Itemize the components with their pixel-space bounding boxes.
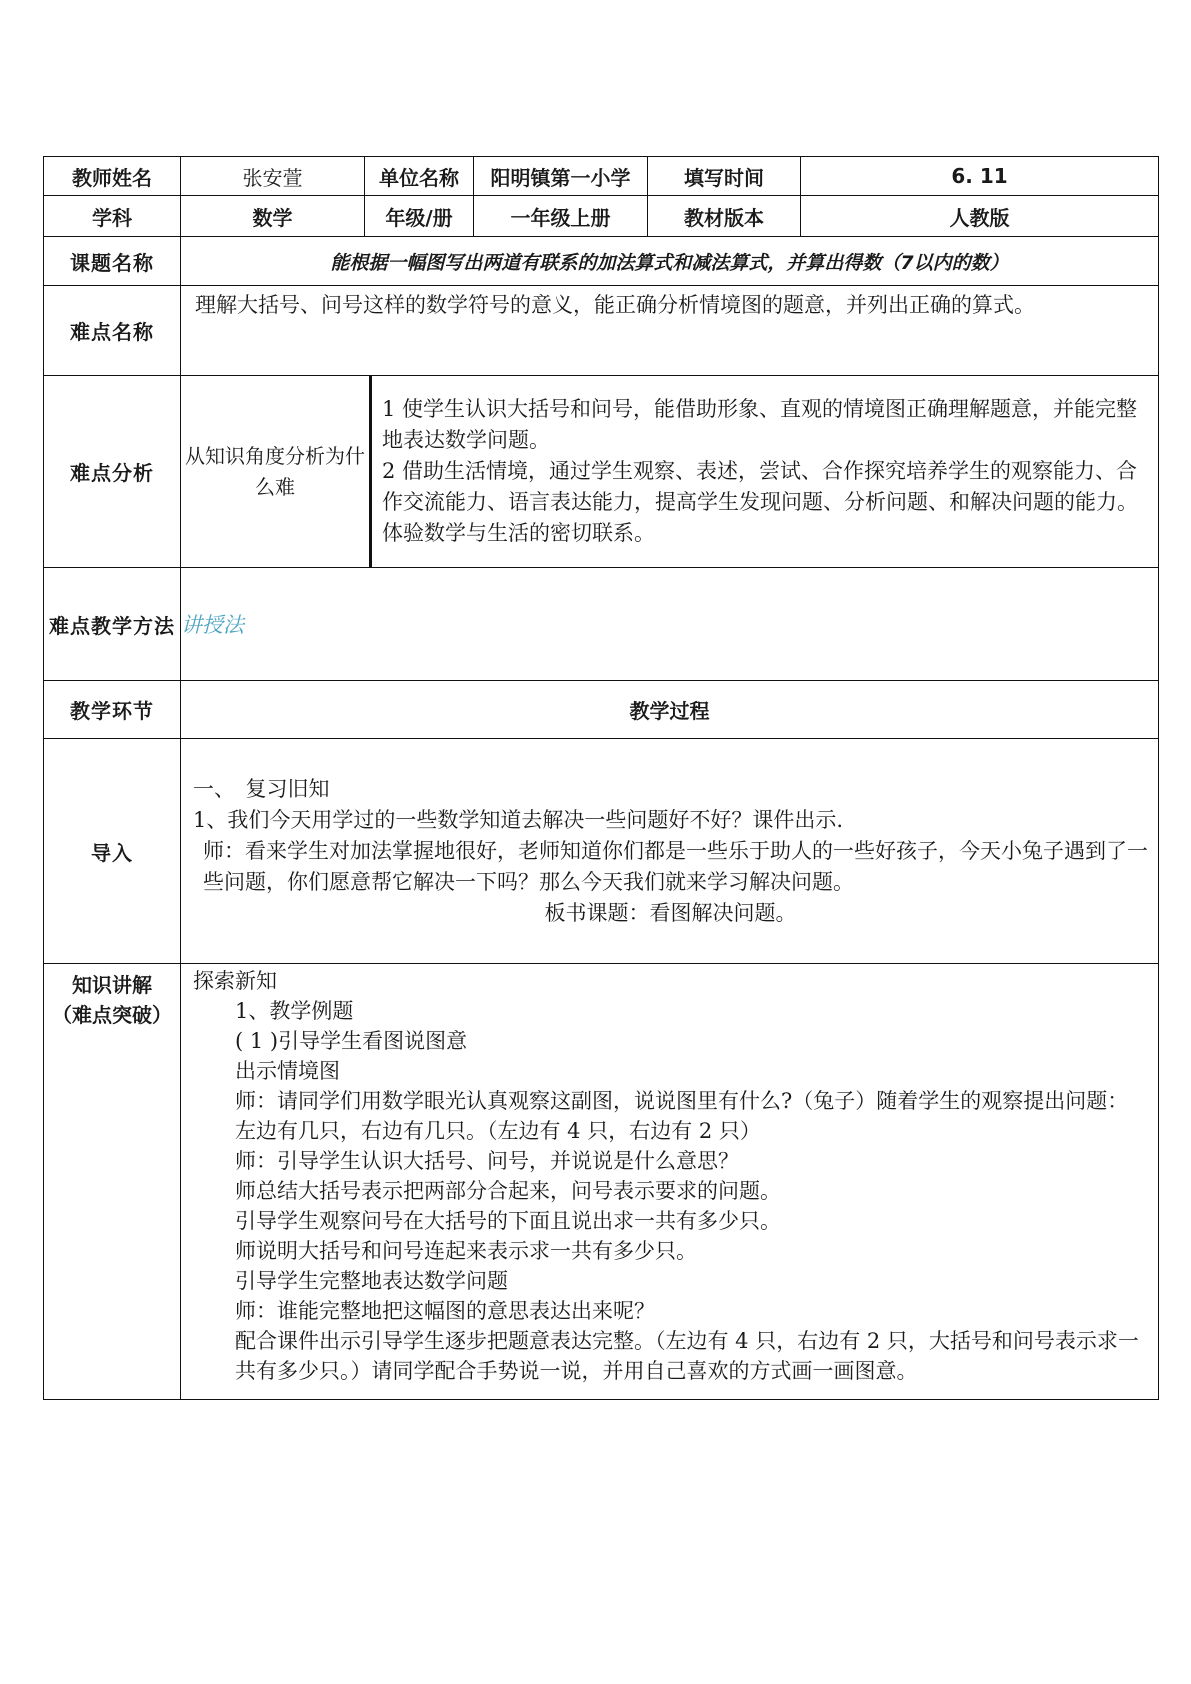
topic-value: 能根据一幅图写出两道有联系的加法算式和减法算式，并算出得数（7以内的数） — [181, 237, 1159, 286]
subject-label: 学科 — [44, 196, 181, 237]
process-left-header: 教学环节 — [44, 681, 181, 739]
intro-line-3: 师：看来学生对加法掌握地很好，老师知道你们都是一些乐于助人的一些好孩子，今天小兔子遇到了一些问题，你们愿意帮它解决一下吗？那么今天我们就来学习解决问题。 — [203, 838, 1148, 894]
lesson-plan-table — [43, 156, 1159, 1400]
process-header-row — [44, 681, 1159, 739]
analysis-label: 难点分析 — [44, 376, 181, 568]
grade-value: 一年级上册 — [474, 196, 648, 237]
knowledge-line-5: 师：请同学们用数学眼光认真观察这副图，说说图里有什么?（兔子）随着学生的观察提出问题：左边有几只，右边有几只。（左边有 4 只，右边有 2 只） — [235, 1089, 1129, 1143]
intro-line-4: 板书课题：看图解决问题。 — [544, 900, 797, 925]
grade-label: 年级/册 — [365, 196, 474, 237]
analysis-point-2: 2 借助生活情境，通过学生观察、表述，尝试、合作探究培养学生的观察能力、合作交流能力、语言表达能力，提高学生发现问题、分析问题、和解决问题的能力。体验数学与生活的密切联系。 — [382, 459, 1138, 545]
knowledge-label-line1: 知识讲解 — [72, 973, 152, 997]
knowledge-line-4: 出示情境图 — [235, 1059, 340, 1083]
date-label: 填写时间 — [648, 157, 801, 196]
analysis-row — [44, 376, 1159, 568]
difficulty-text: 理解大括号、问号这样的数学符号的意义，能正确分析情境图的题意，并列出正确的算式。 — [181, 286, 1159, 376]
teacher-value: 张安萱 — [181, 157, 365, 196]
unit-value: 阳明镇第一小学 — [474, 157, 648, 196]
analysis-sub-label: 从知识角度分析为什么难 — [181, 376, 371, 568]
knowledge-line-1: 探索新知 — [193, 969, 277, 993]
knowledge-line-11: 师：谁能完整地把这幅图的意思表达出来呢？ — [235, 1299, 655, 1323]
method-row — [44, 568, 1159, 681]
knowledge-label — [44, 964, 181, 1400]
knowledge-line-7: 师总结大括号表示把两部分合起来，问号表示要求的问题。 — [235, 1179, 781, 1203]
unit-label: 单位名称 — [365, 157, 474, 196]
knowledge-row — [44, 964, 1159, 1400]
edition-label: 教材版本 — [648, 196, 801, 237]
method-value: 讲授法 — [181, 568, 1159, 681]
method-label: 难点教学方法 — [44, 568, 181, 681]
knowledge-line-2: 1、教学例题 — [235, 999, 354, 1023]
knowledge-label-line2: （难点突破） — [52, 1003, 172, 1027]
knowledge-content — [181, 964, 1159, 1400]
analysis-point-1: 1 使学生认识大括号和问号，能借助形象、直观的情境图正确理解题意，并能完整地表达数学问题。 — [382, 397, 1138, 452]
header-row-1 — [44, 157, 1159, 196]
knowledge-line-6: 师：引导学生认识大括号、问号，并说说是什么意思？ — [235, 1149, 739, 1173]
knowledge-line-12: 配合课件出示引导学生逐步把题意表达完整。（左边有 4 只，右边有 2 只，大括号和问号表示求一共有多少只。）请同学配合手势说一说，并用自己喜欢的方式画一画图意。 — [235, 1329, 1139, 1383]
knowledge-line-8: 引导学生观察问号在大括号的下面且说出求一共有多少只。 — [235, 1209, 781, 1233]
difficulty-label: 难点名称 — [44, 286, 181, 376]
date-value: 6. 11 — [801, 157, 1159, 196]
edition-value: 人教版 — [801, 196, 1159, 237]
topic-row — [44, 237, 1159, 286]
intro-line-1: 一、 复习旧知 — [193, 776, 330, 801]
intro-row — [44, 739, 1159, 964]
subject-value: 数学 — [181, 196, 365, 237]
knowledge-line-10: 引导学生完整地表达数学问题 — [235, 1269, 508, 1293]
teacher-label: 教师姓名 — [44, 157, 181, 196]
knowledge-line-9: 师说明大括号和问号连起来表示求一共有多少只。 — [235, 1239, 697, 1263]
difficulty-row — [44, 286, 1159, 376]
process-right-header: 教学过程 — [181, 681, 1159, 739]
topic-label: 课题名称 — [44, 237, 181, 286]
intro-label: 导入 — [44, 739, 181, 964]
analysis-points — [371, 376, 1159, 568]
knowledge-line-3: ( 1 )引导学生看图说图意 — [235, 1029, 468, 1053]
intro-content — [181, 739, 1159, 964]
intro-line-2: 1、我们今天用学过的一些数学知道去解决一些问题好不好？课件出示. — [193, 807, 844, 832]
header-row-2 — [44, 196, 1159, 237]
